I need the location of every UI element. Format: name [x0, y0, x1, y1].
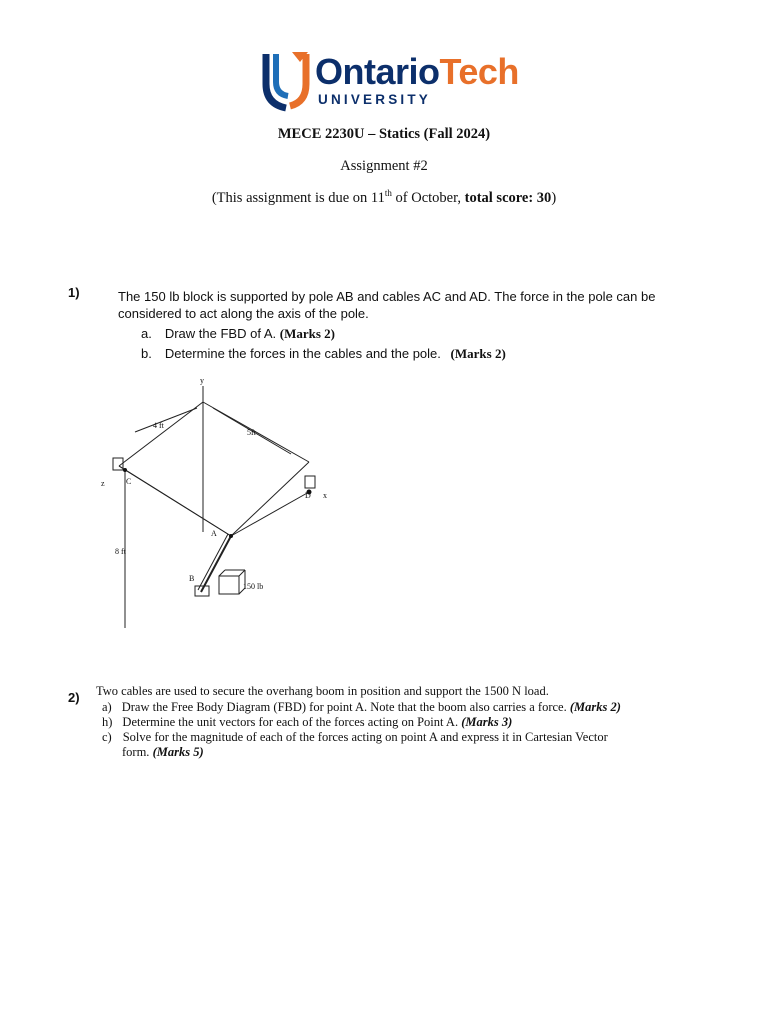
marks-label: (Marks 5)	[152, 745, 204, 759]
label-C: C	[126, 477, 132, 486]
question-2-part-c-continued: form. (Marks 5)	[122, 745, 204, 759]
marks-label: (Marks 3)	[461, 715, 513, 729]
question-1-line-2: considered to act along the axis of the pole.	[118, 306, 369, 321]
question-1-line-1: The 150 lb block is supported by pole AB and cables AC and AD. The force in the pole can be	[118, 289, 656, 304]
marks-label: (Marks 2)	[569, 700, 621, 714]
dimension-5ft-label: 5ft	[247, 428, 256, 437]
ontario-tech-shield-icon	[262, 48, 314, 112]
question-2-part-b: h) Determine the unit vectors for each of the forces acting on Point A. (Marks 3)	[102, 715, 513, 729]
load-label: 150 lb	[243, 582, 264, 591]
edge-top-left	[119, 402, 203, 466]
dimension-4ft-label: 4 ft	[153, 421, 164, 430]
marks-label: (Marks 2)	[450, 346, 506, 361]
label-B: B	[189, 574, 195, 583]
pole-AB	[201, 536, 231, 592]
assignment-title: Assignment #2	[340, 158, 428, 174]
z-label: z	[101, 479, 105, 488]
due-date-line: (This assignment is due on 11th of October, total score: 30)	[211, 188, 557, 206]
question-1-number: 1)	[68, 285, 80, 300]
question-2-part-c: c) Solve for the magnitude of each of the forces acting on point A and express it in Cartesian Vector	[102, 730, 608, 744]
pole-edge	[198, 534, 228, 590]
total-score: total score: 30	[464, 189, 552, 206]
x-label: x	[323, 491, 327, 500]
label-A: A	[211, 529, 217, 538]
load-block	[219, 576, 239, 594]
label-D: D	[305, 491, 311, 500]
marks-label: (Marks 2)	[279, 326, 335, 341]
logo-subtitle: UNIVERSITY	[318, 92, 432, 107]
question-2-part-a: a) Draw the Free Body Diagram (FBD) for point A. Note that the boom also carries a force. (Marks 2)	[102, 700, 621, 714]
question-2-number: 2)	[68, 690, 80, 705]
dimension-8ft-label: 8 ft	[115, 547, 126, 556]
question-1-text	[118, 288, 658, 322]
question-1-part-b: b. Determine the forces in the cables and the pole. (Marks 2)	[141, 346, 506, 361]
point-A	[229, 534, 233, 538]
question-1-diagram	[95, 372, 327, 636]
logo-wordmark: OntarioTech	[315, 51, 519, 92]
dimension-4ft	[135, 408, 197, 432]
cable-AC	[119, 466, 231, 536]
y-label: y	[200, 376, 204, 385]
question-2-intro: Two cables are used to secure the overhang boom in position and support the 1500 N load.	[96, 684, 549, 698]
support-D	[305, 476, 315, 488]
course-title: MECE 2230U – Statics (Fall 2024)	[277, 126, 491, 142]
question-2-text	[96, 684, 676, 760]
point-C	[123, 468, 127, 472]
question-1-part-a: a. Draw the FBD of A. (Marks 2)	[141, 326, 335, 341]
